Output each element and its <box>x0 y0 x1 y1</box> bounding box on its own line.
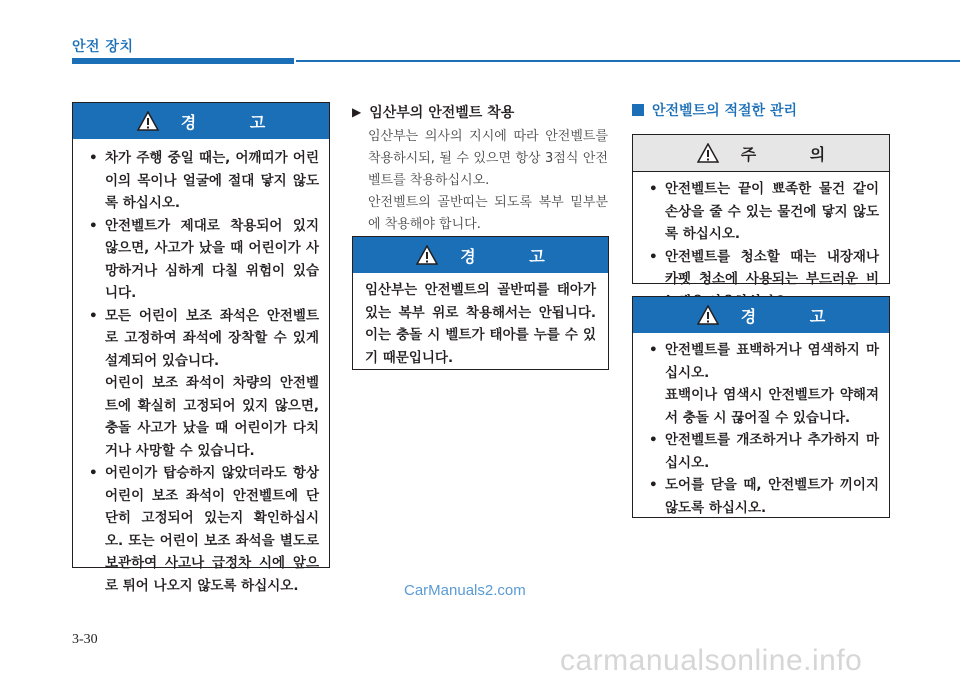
list-item: • 안전벨트를 개조하거나 추가하지 마십시오. <box>649 432 879 471</box>
middle-warning-header <box>353 237 608 273</box>
right-caution-label: 주 의 <box>740 144 850 164</box>
middle-warning-box <box>352 236 609 370</box>
left-warning-label: 경 고 <box>180 112 290 132</box>
left-warning-header <box>73 103 329 139</box>
section-title: 안전 장치 <box>72 39 134 55</box>
right-caution-box <box>632 134 890 287</box>
footer-watermark: carmanualsonline.info <box>560 644 863 677</box>
header-rule-thin <box>296 60 960 62</box>
middle-warning-label: 경 고 <box>460 246 569 266</box>
pregnancy-body <box>368 126 608 236</box>
list-item: • 안전벨트가 제대로 착용되어 있지 않으면, 사고가 났을 때 어린이가 사망하거나 심하게 다칠 위험이 있습니다. <box>89 217 319 301</box>
list-item: • 안전벨트는 끝이 뾰족한 물건 같이 손상을 줄 수 있는 물건에 닿지 않도록 하십시오. <box>649 181 879 242</box>
warning-triangle-icon <box>416 245 438 265</box>
right-caution-header <box>633 135 889 172</box>
warning-triangle-icon <box>137 111 159 131</box>
right-warning-header <box>633 297 889 333</box>
list-item: • 어린이가 탑승하지 않았더라도 항상 어린이 보조 좌석이 안전벨트에 단단히 고정되어 있는지 확인하십시오. 또는 어린이 보조 좌석을 별도로 보관하여 사고나 급정차 시에 앞으로 튀어 나오지 않도록 하십시오. <box>89 465 319 594</box>
list-item: • 안전벨트를 청소할 때는 내장재나 카펫 청소에 사용되는 부드러운 비 <box>649 248 879 287</box>
list-item: • 모든 어린이 보조 좌석은 안전벨트로 고정하여 좌석에 장착할 수 있게 설계되어 있습니다. 어린이 보조 좌석이 차량의 안전벨트에 확실히 고정되어 있지 않으면, 충돌 사고가 났을 때 어린이가 다치거나 사망할 수 있습니다. <box>89 307 319 459</box>
warning-triangle-icon <box>697 305 719 325</box>
middle-warning-text: 임산부는 안전벨트의 골반띠를 태아가 있는 복부 위로 착용해서는 안됩니다. 이는 충돌 시 벨트가 태아를 누를 수 있기 때문입니다. <box>365 282 596 366</box>
watermark-link[interactable]: CarManuals2.com <box>404 582 526 599</box>
left-warning-list <box>73 139 329 597</box>
belt-care-heading: 안전벨트의 적절한 관리 <box>632 100 797 120</box>
pregnancy-paragraph: 안전벨트의 골반띠는 되도록 복부 밑부분에 착용해야 합니다. <box>368 195 608 232</box>
right-warning-list <box>633 333 889 519</box>
header-rule-thick <box>72 58 294 64</box>
page-number: 3-30 <box>72 632 98 647</box>
right-warning-label: 경 고 <box>740 306 850 326</box>
pregnancy-heading: ▶ 임산부의 안전벨트 착용 <box>352 105 515 121</box>
list-item: • 안전벨트를 표백하거나 염색하지 마십시오. 표백이나 염색시 안전벨트가 약해져서 충돌 시 끊어질 수 있습니다. <box>649 342 879 426</box>
right-caution-list <box>633 172 889 313</box>
play-triangle-icon: ▶ <box>352 105 362 119</box>
list-item: • 도어를 닫을 때, 안전벨트가 끼이지 않도록 하십시오. <box>649 477 879 516</box>
pregnancy-paragraph: 임산부는 의사의 지시에 따라 안전벨트를 착용하시되, 될 수 있으면 항상 3점식 안전벨트를 착용하십시오. <box>368 129 608 188</box>
list-item: • 차가 주행 중일 때는, 어깨띠가 어린이의 목이나 얼굴에 절대 닿지 않도록 하십시오. <box>89 150 319 211</box>
warning-triangle-icon <box>697 143 719 163</box>
right-warning-box <box>632 296 890 518</box>
square-bullet-icon <box>632 104 644 116</box>
left-warning-box <box>72 102 330 594</box>
